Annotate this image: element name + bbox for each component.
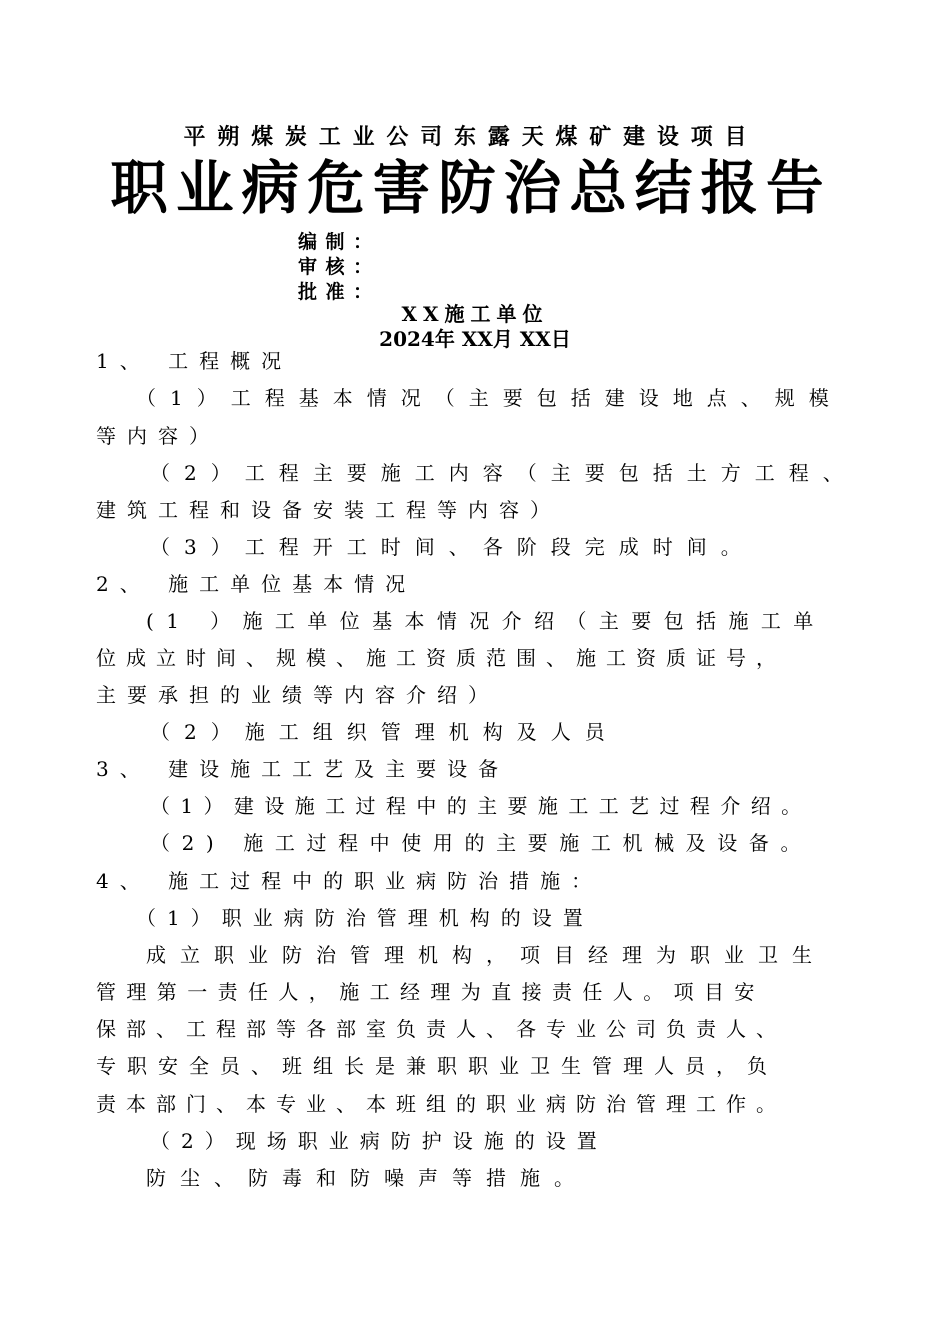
approved-by: 批准： [298,281,381,303]
organization: XX施工单位 [401,302,549,326]
paragraph-line: 位成立时间、规模、施工资质范围、施工资质证号， [96,646,786,670]
paragraph-line: 防尘、防毒和防噪声等措施。 [146,1166,588,1190]
paragraph-line: （2）现场职业病防护设施的设置 [150,1129,608,1153]
paragraph-line: 建筑工程和设备安装工程等内容） [96,498,561,522]
paragraph-line: 等内容） [96,424,220,448]
section-heading: 1、 工程概况 [96,349,293,373]
paragraph-line: 保部、工程部等各部室负责人、各专业公司负责人、 [96,1017,786,1041]
paragraph-line: （2) 施工过程中使用的主要施工机械及设备。 [150,831,813,855]
section-heading: 2、 施工单位基本情况 [96,572,417,596]
report-title: 职业病危害防治总结报告 [110,154,832,222]
paragraph-line: 成立职业防治管理机构，项目经理为职业卫生 [146,943,826,967]
report-subtitle: 平朔煤炭工业公司东露天煤矿建设项目 [183,124,759,150]
paragraph-line: (1 ）施工单位基本情况介绍（主要包括施工单 [146,609,826,633]
reviewed-by: 审核： [298,256,381,278]
prepared-by: 编制： [298,231,381,253]
section-heading: 4、 施工过程中的职业病防治措施： [96,869,603,893]
paragraph-line: 专职安全员、班组长是兼职职业卫生管理人员，负 [96,1054,778,1078]
paragraph-line: （2）工程主要施工内容（主要包括土方工程、 [150,461,857,485]
paragraph-line: （1）工程基本情况（主要包括建设地点、规模 [136,386,843,410]
paragraph-line: 管理第一责任人，施工经理为直接责任人。项目安 [96,980,765,1004]
paragraph-line: （1）建设施工过程中的主要施工工艺过程介绍。 [150,794,812,818]
paragraph-line: （2）施工组织管理机构及人员 [150,720,619,744]
report-date: 2024年 XX月 XX日 [379,327,571,351]
paragraph-line: 责本部门、本专业、本班组的职业病防治管理工作。 [96,1092,786,1116]
section-heading: 3、 建设施工工艺及主要设备 [96,757,510,781]
paragraph-line: 主要承担的业绩等内容介绍） [96,683,499,707]
paragraph-line: （3）工程开工时间、各阶段完成时间。 [150,535,755,559]
paragraph-line: （1）职业病防治管理机构的设置 [136,906,594,930]
